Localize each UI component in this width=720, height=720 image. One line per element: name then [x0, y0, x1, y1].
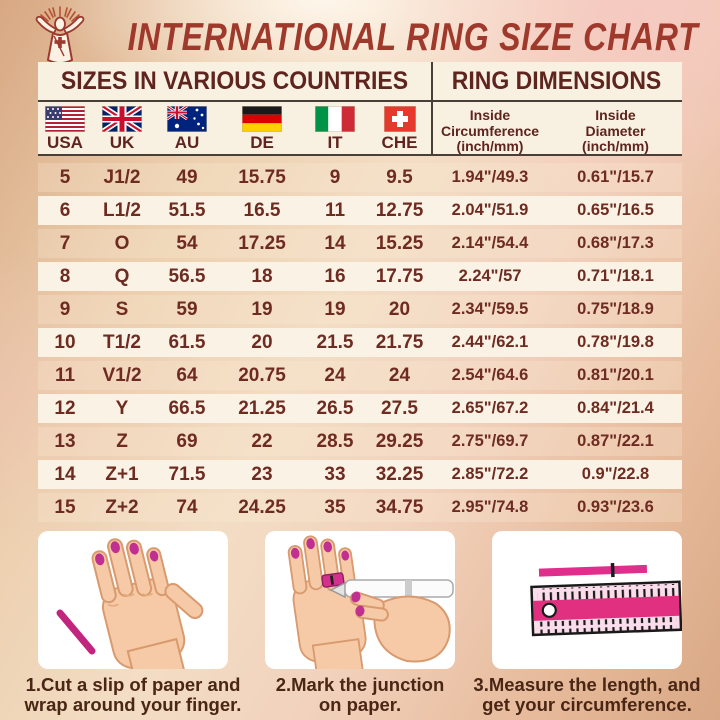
table-cell: 14 — [54, 463, 76, 485]
table-row — [38, 493, 682, 522]
column-header-uk — [92, 102, 152, 153]
table-cell: 51.5 — [168, 199, 206, 221]
table-cell: 2.75"/69.7 — [451, 432, 529, 450]
step-2-illustration — [265, 531, 455, 669]
table-cell: Z — [116, 430, 128, 452]
column-header-au — [152, 102, 222, 153]
instruction-steps — [0, 531, 720, 716]
dim-header-line: Circumference — [440, 122, 540, 139]
table-cell: 0.93"/23.6 — [577, 498, 654, 516]
dim-header-line: (inch/mm) — [582, 138, 649, 155]
table-cell: 59 — [176, 298, 198, 320]
column-header-che — [368, 102, 431, 153]
table-cell: 15.25 — [375, 232, 424, 254]
table-cell: 0.9"/22.8 — [581, 465, 650, 483]
hand-with-paper-slip-icon — [38, 531, 228, 669]
step-1-illustration — [38, 531, 228, 669]
table-cell: 2.04"/51.9 — [451, 201, 529, 219]
table-cell: Y — [115, 397, 129, 419]
table-cell: 0.78"/19.8 — [577, 333, 654, 351]
table-cell: 20 — [251, 331, 273, 353]
table-cell: 14 — [324, 232, 346, 254]
paper-slip-icon — [60, 613, 92, 651]
step-1 — [24, 531, 242, 716]
column-header-row — [38, 100, 682, 156]
table-row — [38, 163, 682, 192]
table-cell: 21.75 — [375, 331, 424, 353]
table-cell: V1/2 — [102, 364, 142, 386]
table-cell: 8 — [59, 265, 71, 287]
table-cell: 21.5 — [316, 331, 354, 353]
page-title: INTERNATIONAL RING SIZE CHART — [127, 16, 699, 59]
table-cell: 0.65"/16.5 — [577, 201, 654, 219]
table-cell: 0.71"/18.1 — [577, 267, 654, 285]
table-cell: 35 — [324, 496, 346, 518]
table-cell: 22 — [251, 430, 273, 452]
table-cell: 15 — [54, 496, 76, 518]
table-cell: 19 — [251, 298, 273, 320]
table-cell: Z+2 — [105, 496, 139, 518]
table-header — [38, 62, 682, 156]
country-code: IT — [327, 133, 343, 152]
dim-header-line: Inside — [469, 107, 511, 123]
table-row — [38, 196, 682, 225]
table-cell: 6 — [59, 199, 71, 221]
table-cell: 2.44"/62.1 — [451, 333, 529, 351]
table-cell: L1/2 — [102, 199, 142, 221]
table-cell: 2.85"/72.2 — [451, 465, 529, 483]
step-3-illustration — [492, 531, 682, 669]
caption-line: 1.Cut a slip of paper and — [25, 674, 241, 695]
dim-header-line: (inch/mm) — [456, 138, 524, 155]
table-cell: S — [115, 298, 129, 320]
table-cell: 2.65"/67.2 — [451, 399, 529, 417]
table-cell: 2.95"/74.8 — [451, 498, 529, 516]
table-cell: 2.24"/57 — [458, 267, 522, 285]
table-cell: 24 — [388, 364, 411, 386]
left-group-header: SIZES IN VARIOUS COUNTRIES — [60, 66, 409, 95]
table-cell: 17.75 — [375, 265, 424, 287]
caption-line: wrap around your finger. — [24, 694, 242, 716]
table-cell: 23 — [251, 463, 273, 485]
table-cell: 2.14"/54.4 — [451, 234, 529, 252]
right-group-header: RING DIMENSIONS — [451, 66, 662, 95]
table-row — [38, 361, 682, 390]
table-cell: J1/2 — [103, 166, 141, 188]
table-cell: 16 — [324, 265, 346, 287]
table-row — [38, 460, 682, 489]
table-cell: 56.5 — [168, 265, 206, 287]
table-row — [38, 229, 682, 258]
table-row — [38, 328, 682, 357]
table-cell: 12 — [54, 397, 76, 419]
table-cell: 74 — [176, 496, 198, 518]
table-cell: 0.87"/22.1 — [577, 432, 654, 450]
table-cell: 1.94"/49.3 — [451, 168, 529, 186]
table-cell: 26.5 — [316, 397, 354, 419]
column-header-usa — [38, 102, 92, 153]
table-row — [38, 394, 682, 423]
table-cell: 2.54"/64.6 — [451, 366, 529, 384]
table-cell: 18 — [251, 265, 273, 287]
table-cell: 0.61"/15.7 — [577, 168, 654, 186]
table-cell: Z+1 — [105, 463, 139, 485]
step-3 — [473, 531, 701, 716]
step-2-caption — [230, 675, 490, 716]
dim-header-line: Inside — [595, 107, 636, 123]
australia-flag-icon — [167, 106, 207, 132]
column-header-diameter — [549, 102, 682, 155]
table-cell: 64 — [176, 364, 198, 386]
table-row — [38, 295, 682, 324]
table-cell: 15.75 — [238, 166, 286, 188]
table-cell: 17.25 — [238, 232, 286, 254]
table-cell: 34.75 — [375, 496, 424, 518]
table-cell: T1/2 — [102, 331, 142, 353]
group-header-row — [38, 62, 682, 100]
ruler-icon — [531, 582, 681, 635]
table-cell: 71.5 — [168, 463, 206, 485]
table-row — [38, 427, 682, 456]
caption-line: 2.Mark the junction — [275, 674, 445, 695]
country-code: USA — [47, 133, 83, 152]
table-cell: 24 — [324, 364, 346, 386]
table-cell: 7 — [59, 232, 71, 254]
table-cell: 9.5 — [386, 166, 413, 188]
table-cell: 66.5 — [168, 397, 206, 419]
table-cell: 0.75"/18.9 — [577, 300, 654, 318]
column-header-circumference — [431, 102, 549, 155]
header — [0, 4, 720, 64]
step-1-caption — [3, 675, 263, 716]
table-cell: O — [114, 232, 130, 254]
section-divider — [431, 62, 433, 156]
table-cell: 54 — [176, 232, 198, 254]
caption-line: on paper. — [318, 694, 402, 716]
table-cell: 21.25 — [238, 397, 286, 419]
table-cell: 33 — [324, 463, 346, 485]
caption-line: get your circumference. — [482, 694, 692, 716]
table-cell: 9 — [59, 298, 71, 320]
table-cell: 20 — [388, 298, 411, 320]
caption-line: 3.Measure the length, and — [473, 674, 701, 695]
germany-flag-icon — [242, 106, 282, 132]
table-cell: 27.5 — [381, 397, 418, 419]
size-table — [38, 62, 682, 526]
table-cell: 10 — [54, 331, 76, 353]
hand-icon — [87, 531, 221, 669]
pen-icon — [331, 580, 453, 597]
table-row — [38, 262, 682, 291]
table-cell: 32.25 — [375, 463, 424, 485]
table-cell: 11 — [54, 364, 76, 386]
column-header-de — [222, 102, 302, 153]
table-cell: 13 — [54, 430, 76, 452]
table-body — [38, 163, 682, 522]
table-cell: 0.81"/20.1 — [577, 366, 654, 384]
uk-flag-icon — [102, 106, 142, 132]
step-3-caption — [457, 675, 717, 716]
table-cell: 9 — [329, 166, 341, 188]
table-cell: 61.5 — [168, 331, 206, 353]
table-cell: 19 — [324, 298, 346, 320]
table-cell: 29.25 — [375, 430, 424, 452]
table-cell: 11 — [324, 199, 346, 221]
country-code: UK — [109, 133, 135, 152]
dim-header-line: Diameter — [585, 122, 646, 139]
jesus-logo-icon — [24, 6, 96, 68]
table-cell: 5 — [59, 166, 71, 188]
table-cell: 0.68"/17.3 — [577, 234, 654, 252]
table-cell: 0.84"/21.4 — [577, 399, 654, 417]
country-code: DE — [250, 133, 274, 152]
table-cell: 28.5 — [316, 430, 354, 452]
table-cell: Q — [114, 265, 130, 287]
switzerland-flag-icon — [384, 106, 416, 132]
table-cell: 16.5 — [243, 199, 281, 221]
table-cell: 12.75 — [375, 199, 424, 221]
step-2 — [265, 531, 455, 716]
marked-strip-icon — [539, 562, 647, 580]
hands-marking-paper-icon — [265, 531, 455, 669]
table-cell: 20.75 — [238, 364, 286, 386]
table-cell: 24.25 — [238, 496, 286, 518]
country-code: AU — [174, 133, 200, 152]
column-header-it — [302, 102, 368, 153]
table-cell: 49 — [176, 166, 198, 188]
table-cell: 69 — [176, 430, 198, 452]
table-cell: 2.34"/59.5 — [451, 300, 529, 318]
country-code: CHE — [381, 133, 418, 152]
italy-flag-icon — [315, 106, 355, 132]
ruler-measuring-strip-icon — [492, 531, 682, 669]
usa-flag-icon — [45, 106, 85, 132]
